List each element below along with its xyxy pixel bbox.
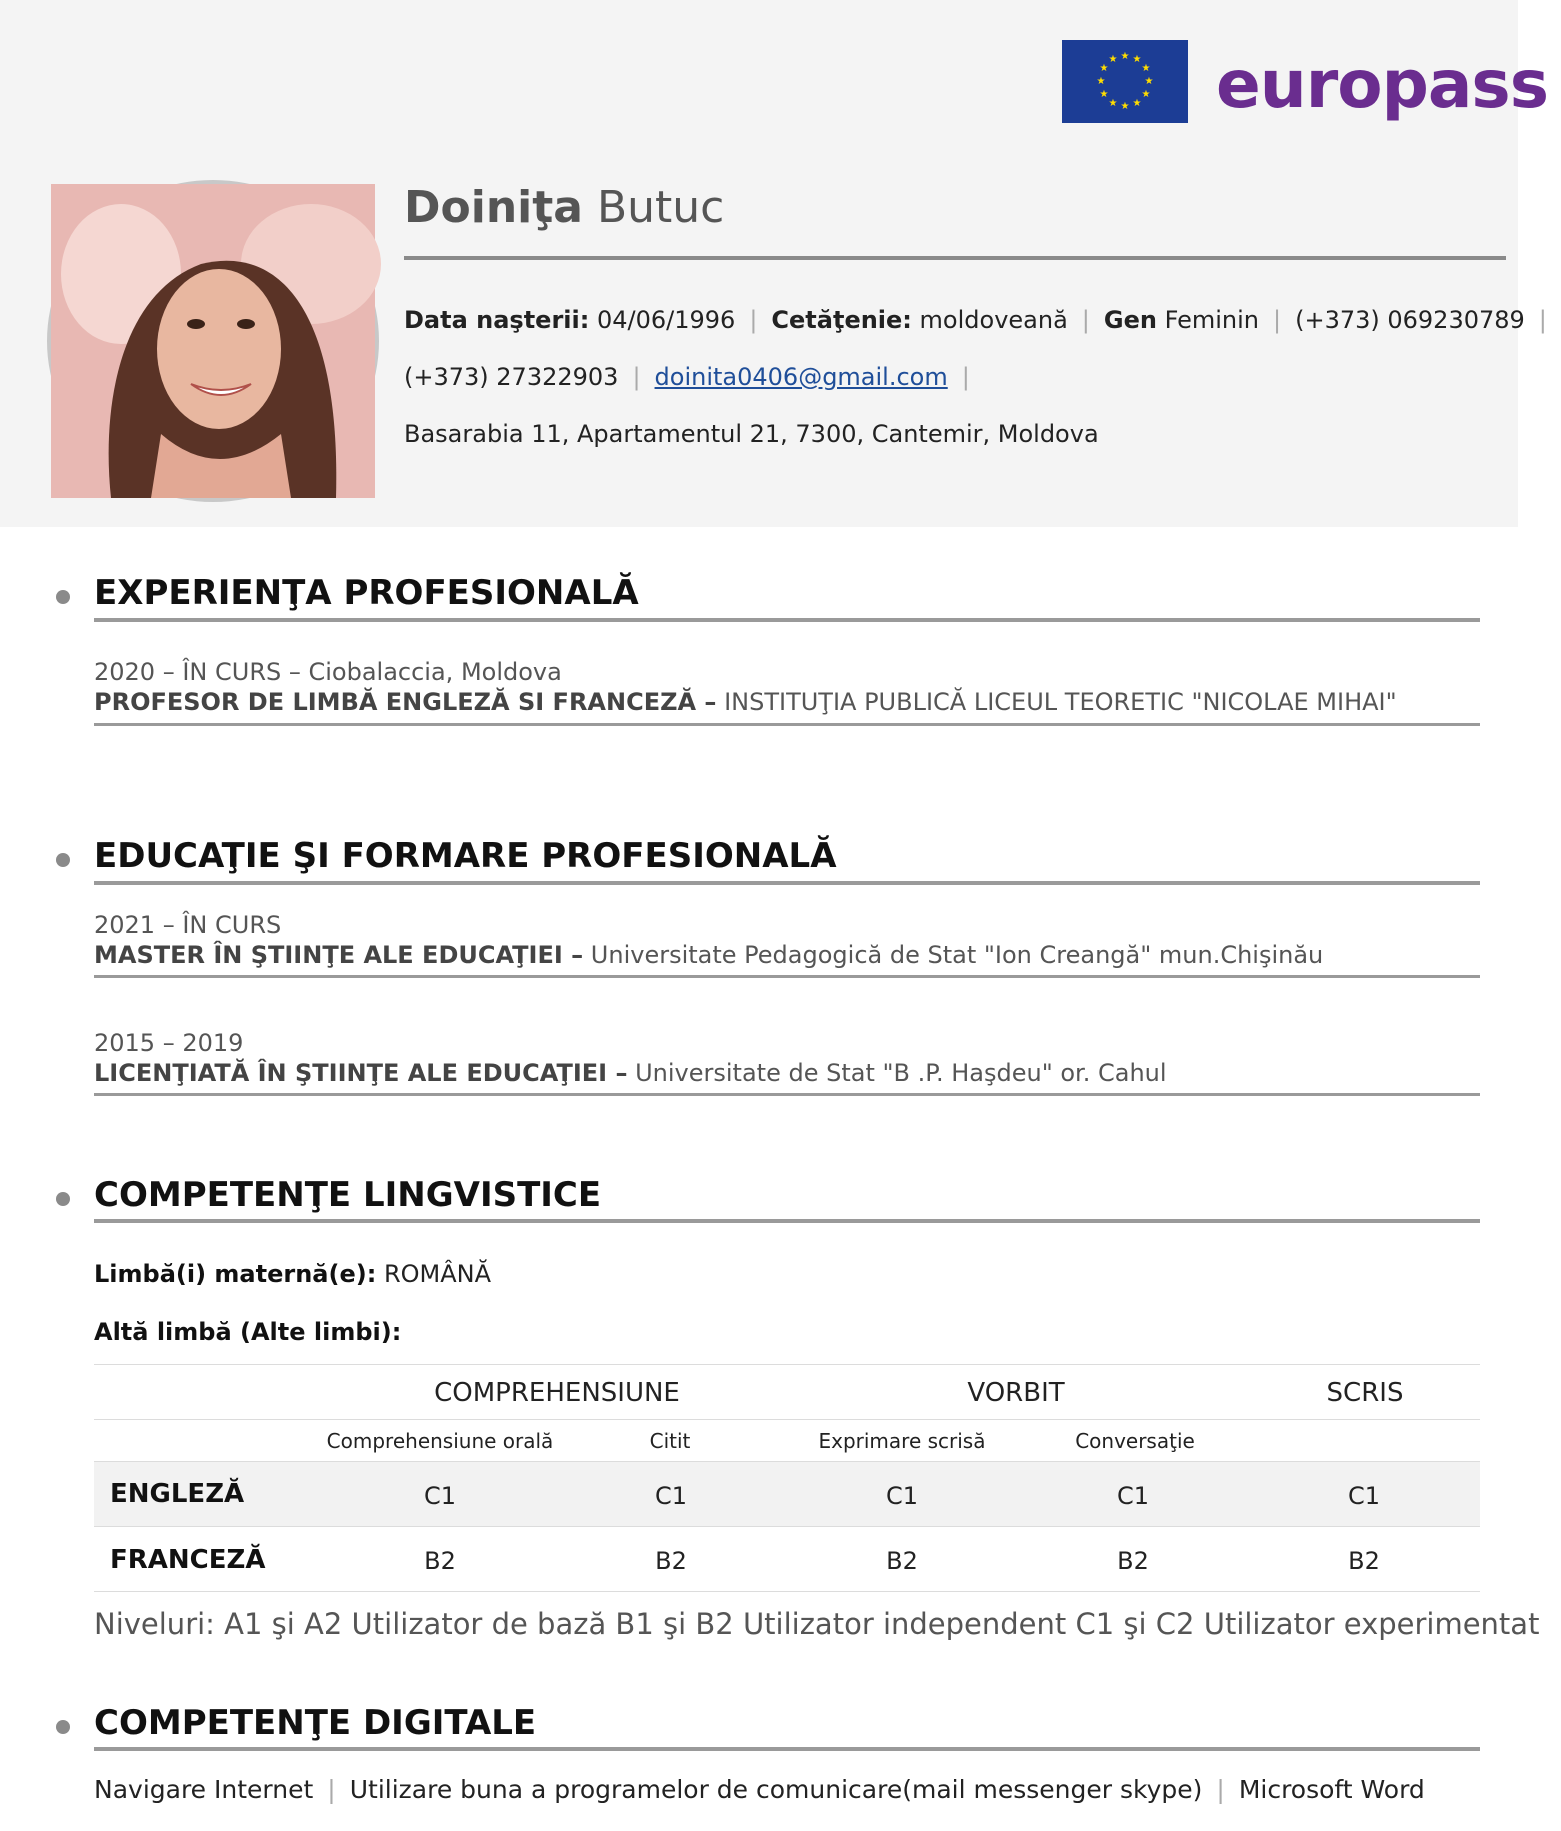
experience-divider xyxy=(94,618,1480,622)
education-degree-2: LICENŢIATĂ ÎN ŞTIINŢE ALE EDUCAŢIEI – xyxy=(94,1059,628,1087)
citizenship-value: moldoveană xyxy=(919,306,1068,334)
entry-divider xyxy=(94,975,1480,978)
first-name: Doiniţa xyxy=(404,182,583,233)
subheader-conversation: Conversaţie xyxy=(1075,1429,1195,1453)
table-line xyxy=(94,1526,1480,1527)
svg-text:★: ★ xyxy=(1099,63,1109,74)
education-org-1: Universitate Pedagogică de Stat "Ion Creangă" mun.Chişinău xyxy=(583,941,1324,969)
subheader-reading: Citit xyxy=(649,1429,691,1453)
svg-text:★: ★ xyxy=(1141,89,1151,100)
digital-divider xyxy=(94,1747,1480,1751)
language-name: ENGLEZĂ xyxy=(110,1479,245,1509)
citizenship-label: Cetăţenie: xyxy=(771,306,912,334)
group-header-comprehension: COMPREHENSIUNE xyxy=(434,1378,680,1408)
name-divider xyxy=(404,256,1506,260)
avatar xyxy=(47,180,379,502)
separator: | xyxy=(632,363,641,391)
languages-divider xyxy=(94,1219,1480,1223)
table-row xyxy=(94,1462,1480,1526)
experience-role: PROFESOR DE LIMBĂ ENGLEZĂ SI FRANCEZĂ – xyxy=(94,688,717,716)
digital-title: COMPETENŢE DIGITALE xyxy=(94,1703,537,1743)
education-org-2: Universitate de Stat "B .P. Haşdeu" or. Cahul xyxy=(627,1059,1167,1087)
level-cell: C1 xyxy=(423,1482,457,1510)
group-header-speaking: VORBIT xyxy=(967,1378,1065,1408)
education-entry-2 xyxy=(94,1057,1167,1089)
other-languages-text: Altă limbă (Alte limbi): xyxy=(94,1318,402,1346)
digital-skills xyxy=(94,1772,1425,1808)
digital-skill: Microsoft Word xyxy=(1238,1775,1425,1804)
subheader-writing-expression: Exprimare scrisă xyxy=(818,1429,986,1453)
section-bullet xyxy=(56,590,70,604)
entry-divider xyxy=(94,723,1480,726)
email-link[interactable]: doinita0406@gmail.com xyxy=(654,363,948,391)
last-name: Butuc xyxy=(596,182,725,233)
contact-line-1 xyxy=(404,302,1561,338)
experience-org: INSTITUŢIA PUBLICĂ LICEUL TEORETIC "NICOLAE MIHAI" xyxy=(716,688,1397,716)
svg-text:★: ★ xyxy=(1096,76,1106,87)
level-cell: C1 xyxy=(885,1482,919,1510)
address: Basarabia 11, Apartamentul 21, 7300, Cantemir, Moldova xyxy=(404,420,1099,448)
full-name xyxy=(404,176,724,240)
education-meta-1: 2021 – ÎN CURS xyxy=(94,911,282,939)
phone-1: (+373) 069230789 xyxy=(1295,306,1525,334)
birth-label: Data naşterii: xyxy=(404,306,590,334)
level-cell: B2 xyxy=(886,1547,918,1575)
table-line xyxy=(94,1419,1480,1420)
separator: | xyxy=(1216,1775,1225,1804)
digital-skill: Navigare Internet xyxy=(94,1775,314,1804)
subheader-listening: Comprehensiune orală xyxy=(326,1429,554,1453)
group-header-writing: SCRIS xyxy=(1326,1378,1404,1408)
section-bullet xyxy=(56,1192,70,1206)
gender-label: Gen xyxy=(1103,306,1157,334)
contact-line-2 xyxy=(404,359,984,395)
eu-flag-icon xyxy=(1062,40,1188,123)
level-cell: B2 xyxy=(424,1547,456,1575)
education-meta-2: 2015 – 2019 xyxy=(94,1029,244,1057)
other-languages-label xyxy=(94,1315,401,1349)
table-line xyxy=(94,1364,1480,1365)
section-bullet xyxy=(56,1720,70,1734)
separator: | xyxy=(749,306,758,334)
svg-text:★: ★ xyxy=(1132,54,1142,65)
education-degree-1: MASTER ÎN ŞTIINŢE ALE EDUCAŢIEI – xyxy=(94,941,584,969)
separator: | xyxy=(1273,306,1282,334)
svg-text:★: ★ xyxy=(1108,54,1118,65)
separator: | xyxy=(961,363,970,391)
digital-skill: Utilizare buna a programelor de comunicare(mail messenger skype) xyxy=(349,1775,1203,1804)
mother-tongue xyxy=(94,1257,491,1291)
entry-divider xyxy=(94,1093,1480,1096)
experience-title: EXPERIENŢA PROFESIONALĂ xyxy=(94,573,639,613)
education-entry-1 xyxy=(94,939,1323,971)
level-cell: C1 xyxy=(1116,1482,1150,1510)
phone-2: (+373) 27322903 xyxy=(404,363,619,391)
education-divider xyxy=(94,881,1480,885)
separator: | xyxy=(1538,306,1547,334)
level-cell: B2 xyxy=(655,1547,687,1575)
svg-text:★: ★ xyxy=(1120,101,1130,112)
level-cell: B2 xyxy=(1348,1547,1380,1575)
separator: | xyxy=(327,1775,336,1804)
svg-text:★: ★ xyxy=(1120,51,1130,62)
section-bullet xyxy=(56,853,70,867)
experience-entry xyxy=(94,686,1397,718)
gender-value: Feminin xyxy=(1164,306,1259,334)
table-line xyxy=(94,1591,1480,1592)
birth-value: 04/06/1996 xyxy=(596,306,736,334)
europass-logo: europass xyxy=(1216,46,1548,123)
languages-title: COMPETENŢE LINGVISTICE xyxy=(94,1175,602,1215)
svg-text:★: ★ xyxy=(1099,89,1109,100)
svg-text:★: ★ xyxy=(1144,76,1154,87)
level-cell: B2 xyxy=(1117,1547,1149,1575)
mother-tongue-label: Limbă(i) maternă(e): xyxy=(94,1260,377,1288)
svg-text:★: ★ xyxy=(1132,98,1142,109)
level-cell: C1 xyxy=(654,1482,688,1510)
level-cell: C1 xyxy=(1347,1482,1381,1510)
svg-text:★: ★ xyxy=(1141,63,1151,74)
education-title: EDUCAŢIE ŞI FORMARE PROFESIONALĂ xyxy=(94,836,837,876)
mother-tongue-value: ROMÂNĂ xyxy=(376,1260,492,1288)
experience-meta: 2020 – ÎN CURS – Ciobalaccia, Moldova xyxy=(94,658,562,686)
language-name: FRANCEZĂ xyxy=(110,1545,266,1575)
svg-text:★: ★ xyxy=(1108,98,1118,109)
levels-note: Niveluri: A1 şi A2 Utilizator de bază B1 şi B2 Utilizator independent C1 şi C2 Utilizator experimentat xyxy=(94,1607,1540,1641)
separator: | xyxy=(1081,306,1090,334)
